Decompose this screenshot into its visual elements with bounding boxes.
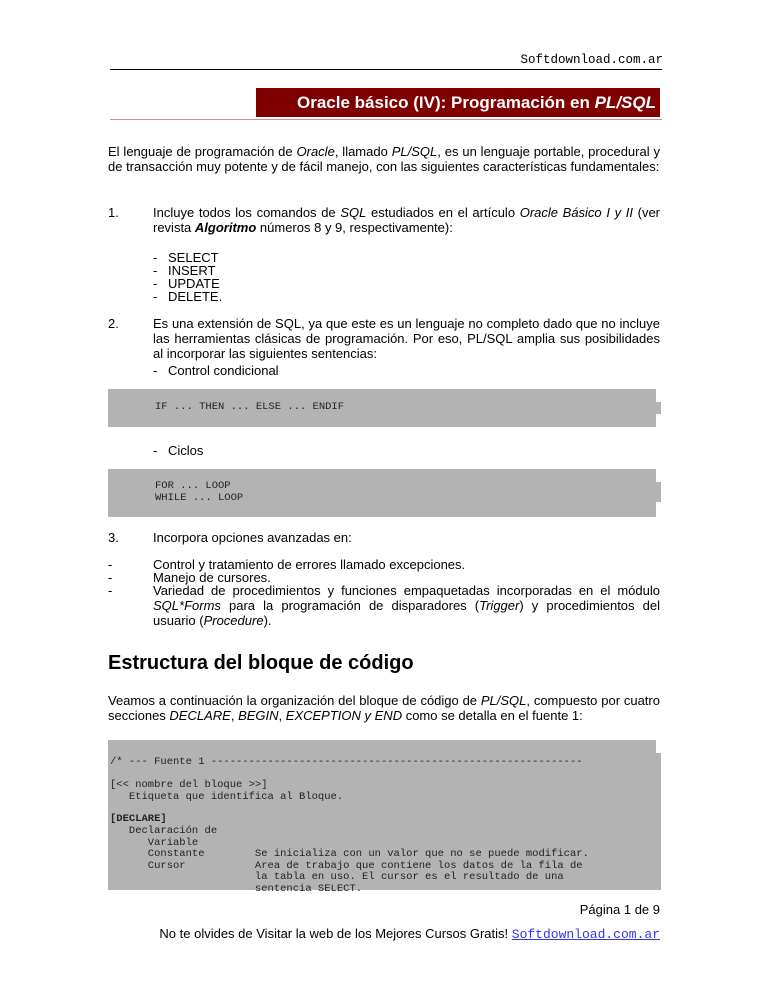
code-text: FOR ... LOOP WHILE ... LOOP <box>155 480 244 504</box>
list-item: DELETE. <box>168 289 223 304</box>
code-text: Declaración de Variable Constante Se inicializa con un valor que no se puede modificar. Cursor Area de trabajo que contiene los datos de la fila de la tabla en uso. El cursor es el resultado de una sentencia SELECT. <box>128 825 589 895</box>
dash: - <box>153 276 158 291</box>
item1-text: Incluye todos los comandos de SQL estudiados en el artículo Oracle Básico I y II (ver revista Algoritmo números 8 y 9, respectivamente): <box>153 205 661 235</box>
item-number: 3. <box>108 530 119 545</box>
dash: - <box>153 263 158 278</box>
dash: - <box>153 289 158 304</box>
header-site: Softdownload.com.ar <box>520 53 663 67</box>
dash: - <box>108 570 113 585</box>
code-box-notch <box>656 482 661 502</box>
list-item: SELECT <box>168 250 219 265</box>
code-text: IF ... THEN ... ELSE ... ENDIF <box>155 401 345 413</box>
item-number: 1. <box>108 205 119 220</box>
code-text: [<< nombre del bloque >>] Etiqueta que identifica al Bloque. <box>110 779 344 803</box>
list-item: Variedad de procedimientos y funciones empaquetadas incorporadas en el módulo SQL*Forms para la programación de disparadores (Trigger) y procedimientos del usuario (Procedure). <box>153 583 660 628</box>
section-heading: Estructura del bloque de código <box>108 652 414 674</box>
list-item: Manejo de cursores. <box>153 570 271 585</box>
list-item: UPDATE <box>168 276 220 291</box>
sub-item: Control condicional <box>168 363 279 378</box>
code-text: [DECLARE] <box>110 813 167 825</box>
dash: - <box>108 583 113 598</box>
dash: - <box>153 250 158 265</box>
page-title <box>256 88 660 117</box>
dash: - <box>108 557 113 572</box>
header-divider <box>110 69 662 70</box>
section-paragraph: Veamos a continuación la organización del bloque de código de PL/SQL, compuesto por cuatro secciones DECLARE, BEGIN, EXCEPTION y END como se detalla en el fuente 1: <box>108 693 660 723</box>
title-divider <box>110 119 662 120</box>
item3-text: Incorpora opciones avanzadas en: <box>153 530 352 545</box>
item2-text: Es una extensión de SQL, ya que este es un lenguaje no completo dado que no incluye las herramientas clásicas de programación. Por eso, PL/SQL amplia sus posibilidades al incorporar las siguientes sentencias: <box>153 316 660 361</box>
title-italic: PL/SQL <box>594 93 656 112</box>
code-box-notch <box>656 753 661 890</box>
dash: - <box>153 363 158 378</box>
footer-note: No te olvides de Visitar la web de los Mejores Cursos Gratis! Softdownload.com.ar <box>159 926 660 942</box>
sub-item: Ciclos <box>168 443 204 458</box>
footer-link[interactable]: Softdownload.com.ar <box>511 927 660 942</box>
page-number: Página 1 de 9 <box>579 902 660 917</box>
code-box-notch <box>656 402 661 414</box>
title-text: Oracle básico (IV): Programación en <box>297 93 595 112</box>
list-item: Control y tratamiento de errores llamado excepciones. <box>153 557 466 572</box>
item-number: 2. <box>108 316 119 331</box>
intro-paragraph: El lenguaje de programación de Oracle, llamado PL/SQL, es un lenguaje portable, procedural y de transacción muy potente y de fácil manejo, con las siguientes características fundamentales: <box>108 144 660 174</box>
code-text: /* --- Fuente 1 ----------------------------------------------------------- <box>110 756 583 768</box>
dash: - <box>153 443 158 458</box>
list-item: INSERT <box>168 263 216 278</box>
